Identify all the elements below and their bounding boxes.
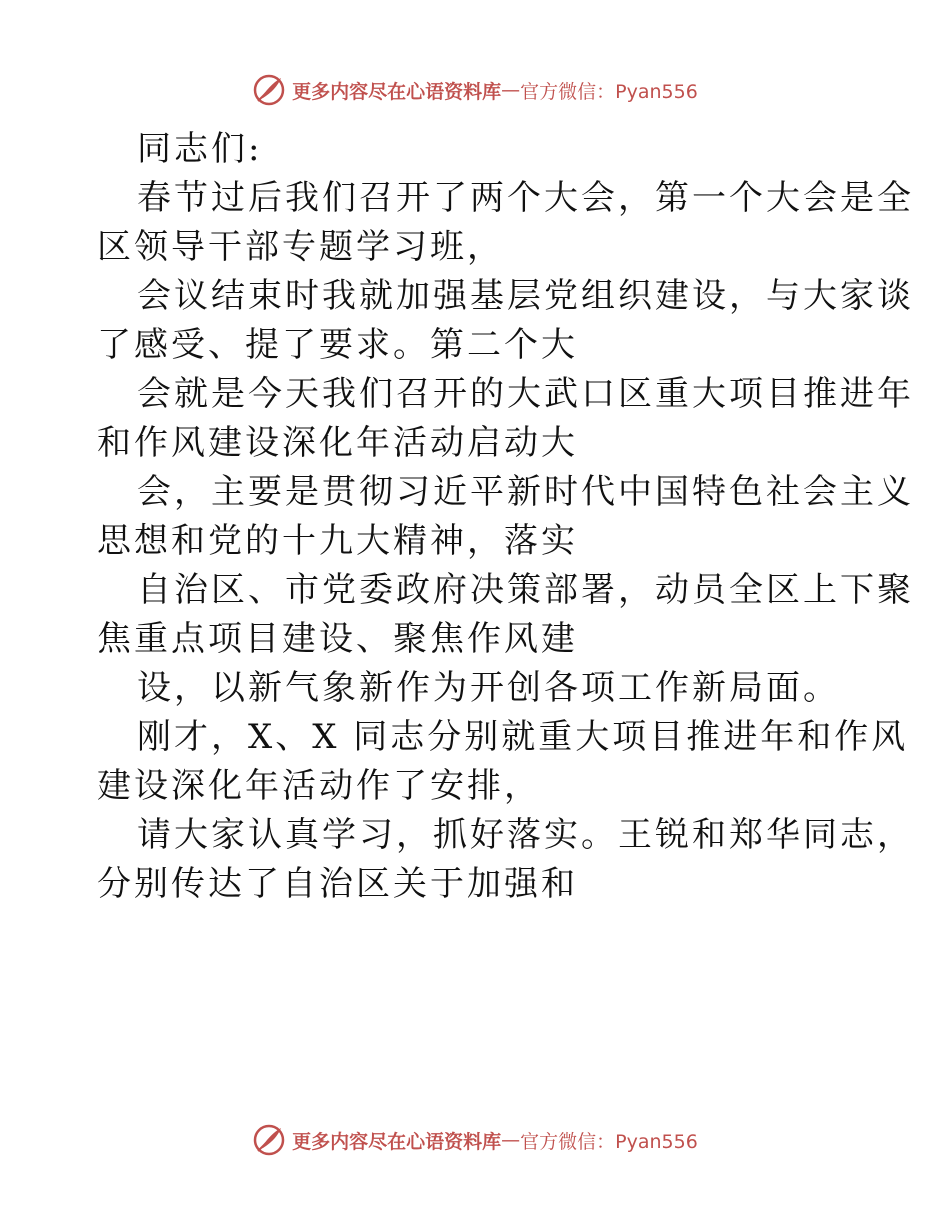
- banner-separator: —: [501, 79, 521, 101]
- feather-pen-logo-icon: [252, 73, 286, 107]
- paragraph-line: 刚才，X、X 同志分别就重大项目推进年和作风: [137, 717, 909, 757]
- paragraph-line: 自治区、市党委政府决策部署，动员全区上下聚: [137, 570, 914, 610]
- paragraph-line: 思想和党的十九大精神，落实: [97, 521, 578, 561]
- paragraph-line: 会就是今天我们召开的大武口区重大项目推进年: [137, 374, 914, 414]
- banner-separator: —: [501, 1129, 521, 1151]
- paragraph-line: 焦重点项目建设、聚焦作风建: [97, 619, 578, 659]
- banner-contact: 官方微信：Pyan556: [520, 80, 698, 103]
- paragraph-line: 春节过后我们召开了两个大会，第一个大会是全: [137, 178, 914, 218]
- paragraph-line: 会议结束时我就加强基层党组织建设，与大家谈: [137, 276, 914, 316]
- paragraph-line: 同志们:: [137, 129, 263, 169]
- feather-pen-logo-icon: [252, 1123, 286, 1157]
- document-body: [97, 125, 914, 909]
- paragraph-line: 请大家认真学习，抓好落实。王锐和郑华同志，: [137, 815, 914, 855]
- banner-text: 更多内容尽在心语资料库: [292, 80, 502, 103]
- banner-contact: 官方微信：Pyan556: [520, 1130, 698, 1153]
- paragraph-line: 会，主要是贯彻习近平新时代中国特色社会主义: [137, 472, 914, 512]
- paragraph-line: 和作风建设深化年活动启动大: [97, 423, 578, 463]
- paragraph-line: 了感受、提了要求。第二个大: [97, 325, 578, 365]
- header-watermark-banner: [0, 70, 950, 110]
- paragraph-line: 建设深化年活动作了安排，: [97, 766, 541, 806]
- paragraph-line: 区领导干部专题学习班，: [97, 227, 504, 267]
- banner-text: 更多内容尽在心语资料库: [292, 1130, 502, 1153]
- paragraph-line: 设，以新气象新作为开创各项工作新局面。: [137, 668, 840, 708]
- paragraph-line: 分别传达了自治区关于加强和: [97, 864, 578, 904]
- footer-watermark-banner: [0, 1120, 950, 1160]
